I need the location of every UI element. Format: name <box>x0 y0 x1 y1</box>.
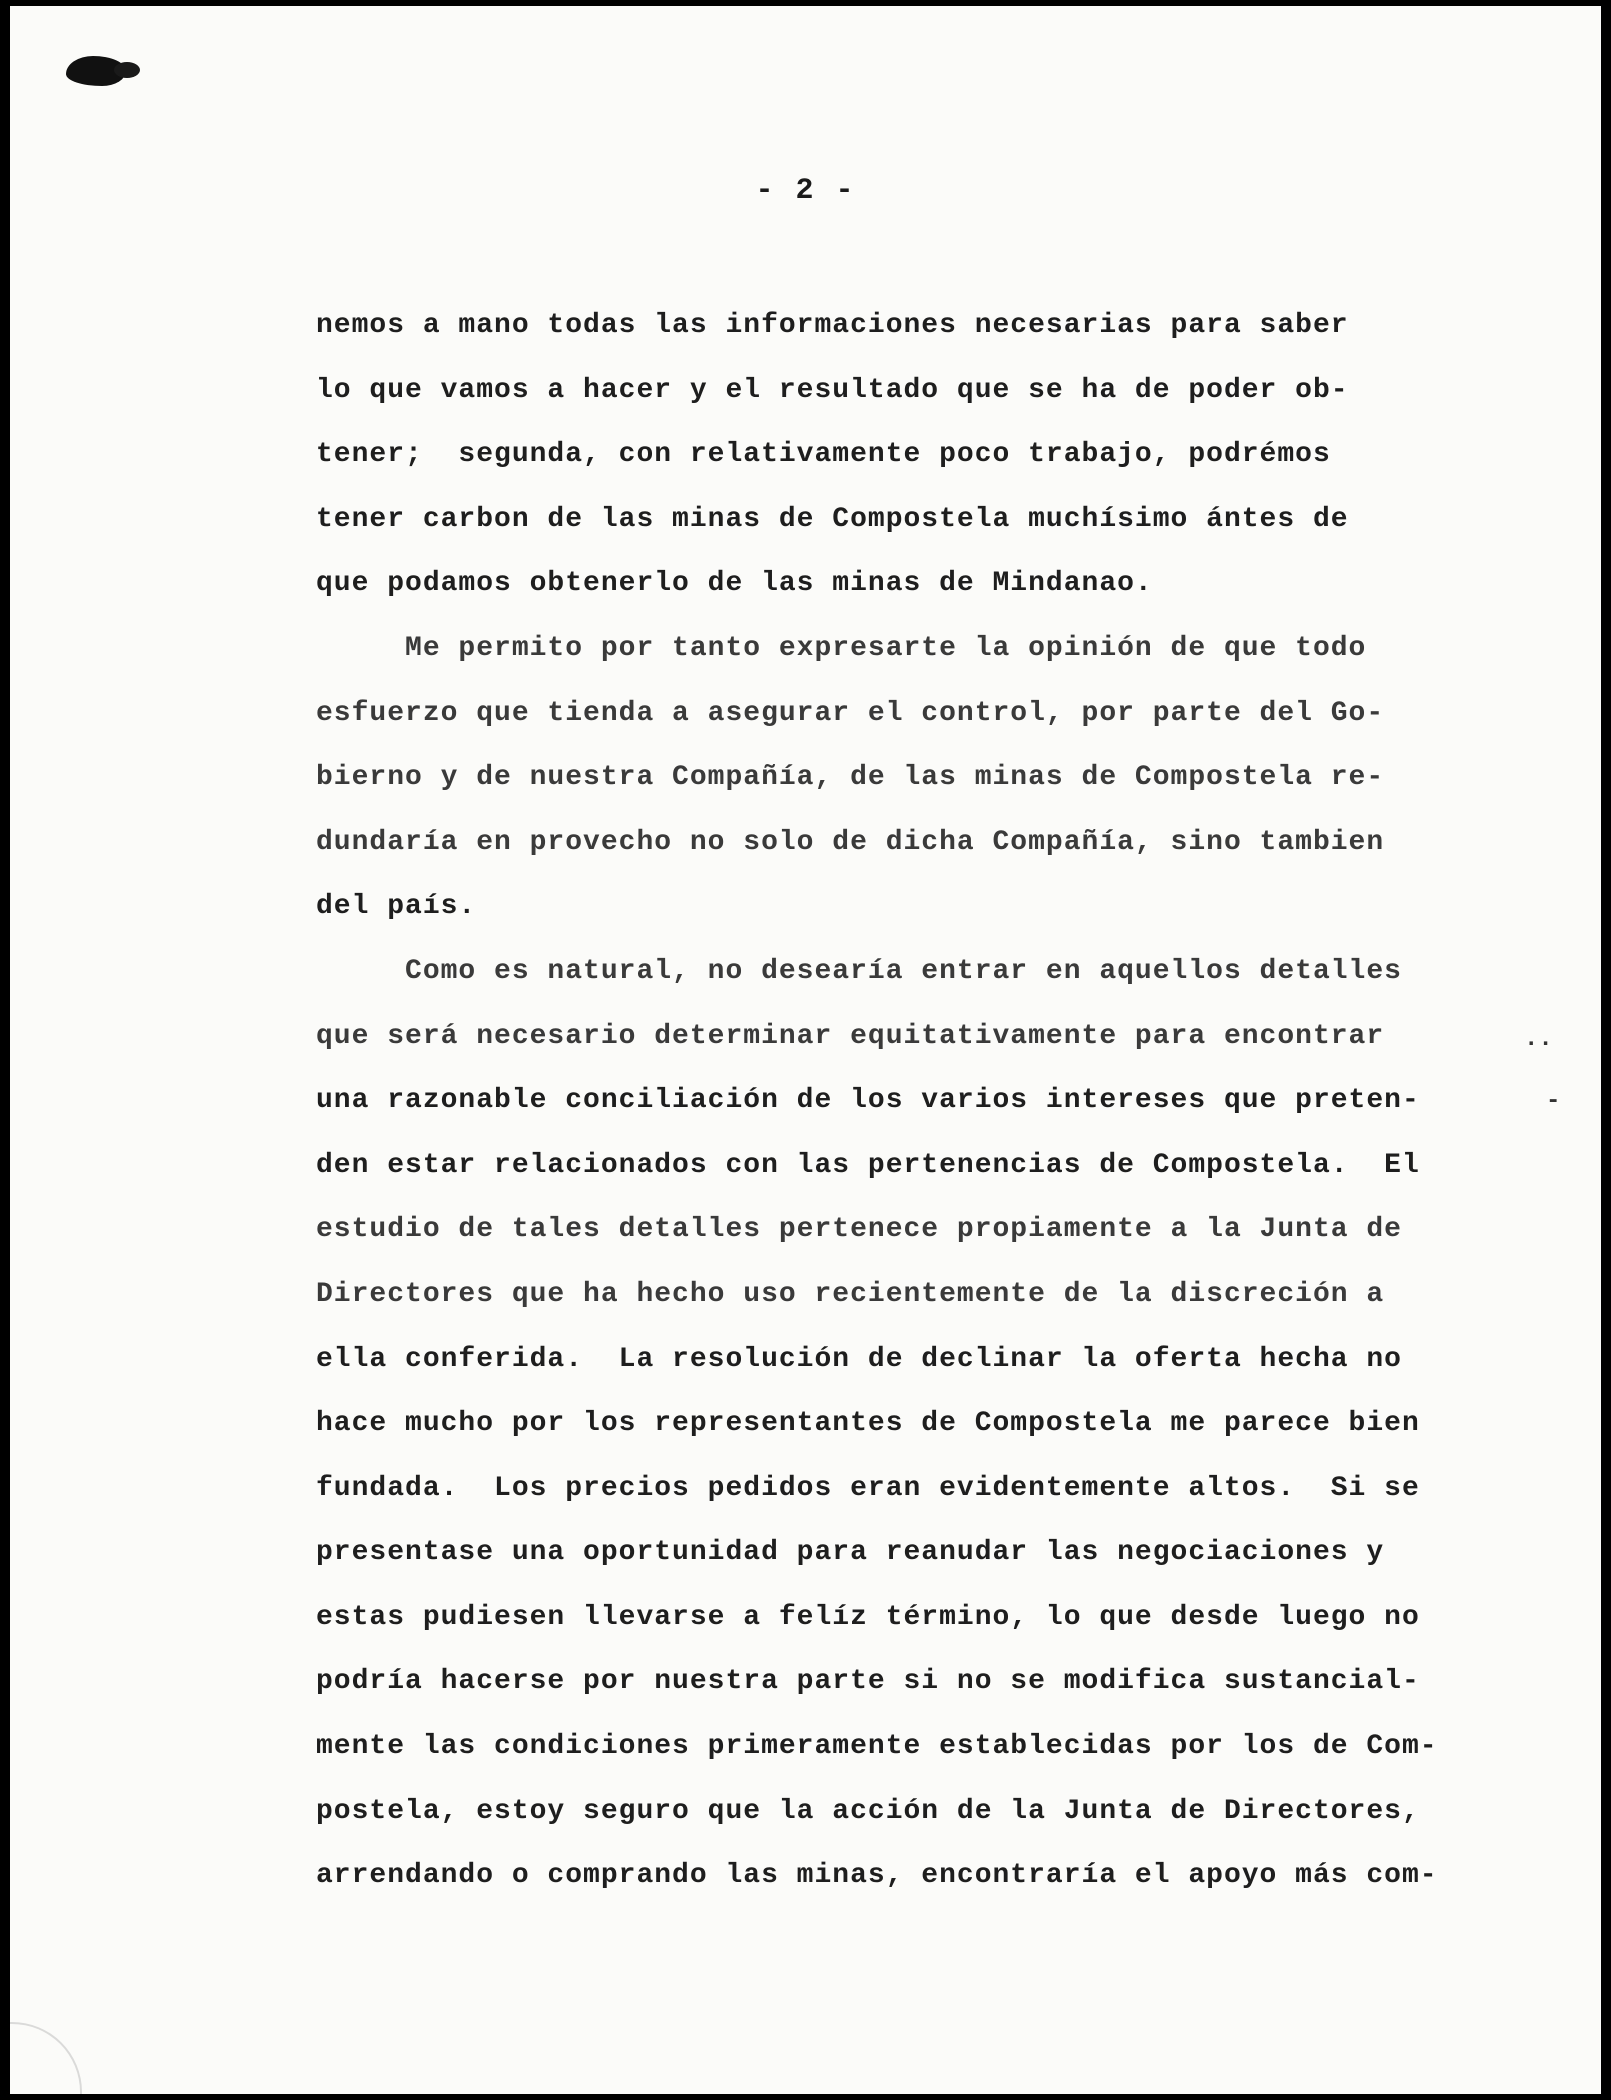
text-line: Como es natural, no desearía entrar en aquellos detalles <box>316 955 1402 987</box>
text-line: esfuerzo que tienda a asegurar el control, por parte del Go- <box>316 697 1385 729</box>
text-line: que será necesario determinar equitativamente para encontrar <box>316 1020 1385 1052</box>
margin-mark: .. <box>1524 1026 1553 1053</box>
text-line: podría hacerse por nuestra parte si no se modifica sustancial- <box>316 1666 1420 1698</box>
body-text <box>316 294 1536 1909</box>
margin-mark: - <box>1546 1088 1561 1115</box>
text-line: Me permito por tanto expresarte la opinión de que todo <box>316 632 1367 664</box>
text-line: hace mucho por los representantes de Compostela me parece bien <box>316 1408 1420 1440</box>
text-line: nemos a mano todas las informaciones necesarias para saber <box>316 310 1349 341</box>
text-line: Directores que ha hecho uso recientemente de la discreción a <box>316 1278 1385 1310</box>
text-line: ella conferida. La resolución de declinar la oferta hecha no <box>316 1343 1402 1375</box>
text-line: una razonable conciliación de los varios intereses que preten- <box>316 1085 1420 1117</box>
text-line: bierno y de nuestra Compañía, de las minas de Compostela re- <box>316 762 1385 794</box>
document-page <box>10 6 1601 2094</box>
text-line: dundaría en provecho no solo de dicha Compañía, sino tambien <box>316 826 1385 858</box>
text-line: mente las condiciones primeramente establecidas por los de Com- <box>316 1731 1438 1763</box>
text-line: que podamos obtenerlo de las minas de Mindanao. <box>316 568 1153 600</box>
text-line: lo que vamos a hacer y el resultado que se ha de poder ob- <box>316 374 1349 406</box>
text-line: tener; segunda, con relativamente poco trabajo, podrémos <box>316 439 1331 471</box>
text-line: del país. <box>316 891 477 923</box>
text-line: den estar relacionados con las pertenencias de Compostela. El <box>316 1149 1420 1181</box>
ink-blot <box>66 56 126 86</box>
text-line: estas pudiesen llevarse a felíz término, lo que desde luego no <box>316 1601 1420 1633</box>
text-line: fundada. Los precios pedidos eran evidentemente altos. Si se <box>316 1472 1420 1504</box>
page-number: - 2 - <box>755 174 856 208</box>
page-corner-curl <box>10 2022 82 2094</box>
text-line: tener carbon de las minas de Compostela muchísimo ántes de <box>316 503 1349 535</box>
text-line: postela, estoy seguro que la acción de la Junta de Directores, <box>316 1795 1420 1827</box>
text-line: presentase una oportunidad para reanudar las negociaciones y <box>316 1537 1385 1569</box>
text-line: estudio de tales detalles pertenece propiamente a la Junta de <box>316 1214 1402 1246</box>
text-line: arrendando o comprando las minas, encontraría el apoyo más com- <box>316 1860 1438 1892</box>
